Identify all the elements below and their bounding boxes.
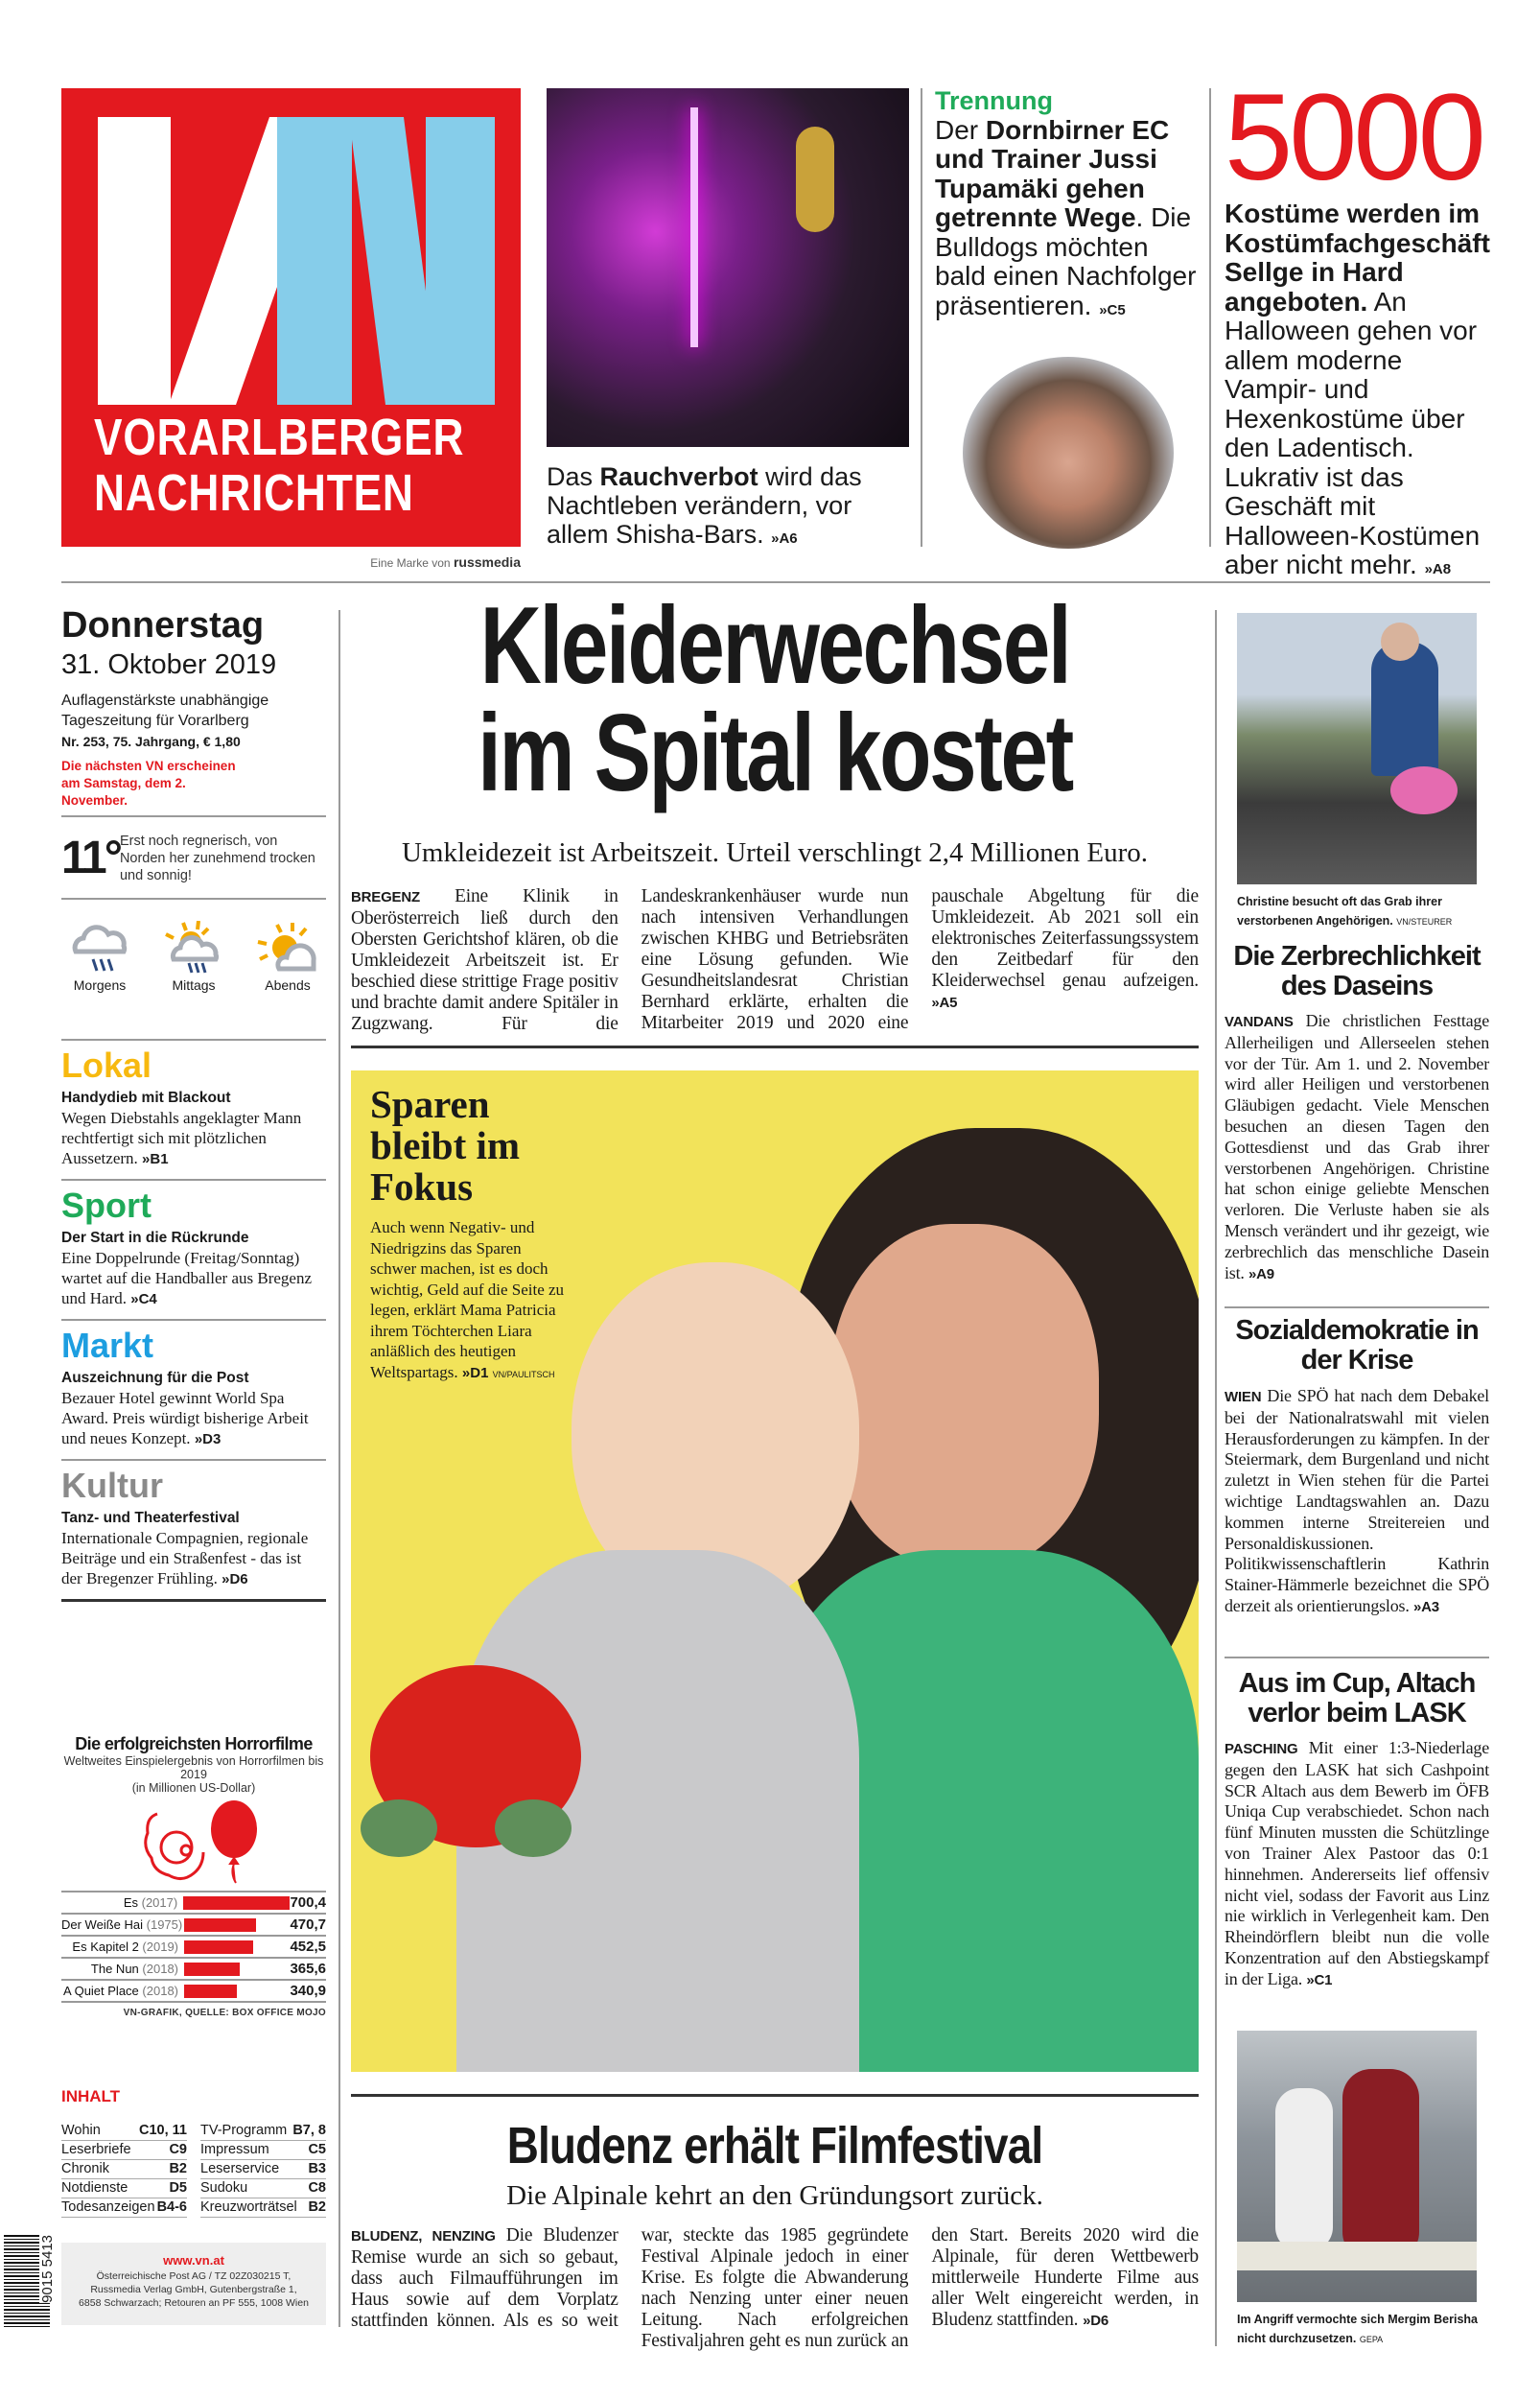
- right-headline-1[interactable]: Die Zerbrechlichkeit des Daseins: [1233, 941, 1481, 1001]
- chart-subtitle: Weltweites Einspielergebnis von Horrorfilmen bis 2019: [63, 1754, 324, 1781]
- right-headline-3[interactable]: Aus im Cup, Altach verlor beim LASK: [1238, 1668, 1476, 1728]
- bar: [184, 1963, 240, 1976]
- toc-item[interactable]: Notdienste D5: [61, 2179, 187, 2198]
- bar-value: 452,5: [290, 1939, 326, 1955]
- bar-label: The Nun (2018): [90, 1962, 178, 1976]
- lead-headline[interactable]: Kleiderwechsel im Spital kostet: [478, 585, 1072, 814]
- edition-info: Donnerstag 31. Oktober 2019 Auflagenstärkste unabhängige Tageszeitung für Vorarlberg Nr. 253, 75. Jahrgang, € 1,80 Die nächsten VN erscheinen am Samstag, dem 2. November.: [61, 605, 277, 808]
- chart-title: Die erfolgreichsten Horrorfilme: [75, 1734, 313, 1753]
- section-sport[interactable]: Sport Der Start in die Rückrunde Eine Doppelrunde (Freitag/Sonntag) wartet auf die Handballer aus Bregenz und Hard. »C4: [61, 1181, 326, 1321]
- vn-logo: [61, 88, 521, 547]
- bar: [184, 1940, 253, 1954]
- weather-forecast: Morgens Mittags Abends: [61, 921, 326, 993]
- right-body-2: WIEN Die SPÖ hat nach dem Debakel bei der Nationalratswahl mit vielen Herausforderungen zu kämpfen. In der Steiermark, dem Burgenland und nicht zuletzt in Wien stehen für die Partei wichtige Landtagswahlen an. Dazu kommen interne Streitereien und Personaldiskussionen. Politikwissenschaftlerin Kathrin Stainer-Hämmerle bezeichnet die SPÖ derzeit als orientierungslos. »A3: [1225, 1386, 1489, 1615]
- bar: [184, 1918, 256, 1932]
- website-link[interactable]: www.vn.at: [163, 2253, 224, 2268]
- chart-row: [61, 1891, 326, 1913]
- logo-line-2: NACHRICHTEN: [94, 464, 414, 522]
- bar-label: Es Kapitel 2 (2019): [72, 1940, 178, 1954]
- lead-subtitle: Umkleidezeit ist Arbeitszeit. Urteil verschlingt 2,4 Millionen Euro.: [401, 837, 1148, 868]
- weather-today: 11° Erst noch regnerisch, von Norden her zunehmend trocken und sonnig!: [61, 833, 315, 883]
- grave-photo: [1237, 613, 1477, 884]
- toc-item[interactable]: Leserservice B3: [200, 2160, 326, 2179]
- football-caption: Im Angriff vermochte sich Mergim Berisha nicht durchzusetzen. GEPA: [1237, 2313, 1478, 2345]
- sun-cloud-icon: [256, 921, 319, 975]
- lead-body: BREGENZ Eine Klinik in Oberösterreich ließ durch den Obersten Gerichtshof klären, ob die Umkleidezeit Arbeitszeit ist. Er beschied diese strittige Frage positiv und brachte damit andere Spitäler in Zugzwang. Für die Landeskrankenhäuser wurde nun nach intensiven Verhandlungen zwischen KHBG und Betriebsräten eine Lösung gefunden. Wie Gesundheitslandesrat Christian Bernhard erklärte, erhalten die Mitarbeiter 2019 und 2020 eine pauschale Abgeltung für die Umkleidezeit. Ab 2021 soll ein elektronisches Zeiterfassungssystem den Zeitbedarf für den Kleiderwechsel genau aufzeigen. »A5: [351, 886, 1199, 1034]
- photo-story[interactable]: Sparen bleibt im Fokus Auch wenn Negativ- und Niedrigzins das Sparen schwer machen, ist es doch wichtig, Geld auf die Seite zu legen, erklärt Mama Patricia ihrem Töchterchen Liara anläßlich des heutigen Weltspartags. »D1 VN/PAULITSCH: [370, 1082, 565, 1381]
- second-subtitle: Die Alpinale kehrt an den Gründungsort zurück.: [506, 2180, 1043, 2211]
- bar: [183, 1896, 290, 1910]
- teaser-dec[interactable]: Trennung Der Dornbirner EC und Trainer Jussi Tupamäki gehen getrennte Wege. Die Bulldogs möchten bald einen Nachfolger präsentieren. »C5: [935, 86, 1197, 320]
- table-of-contents: INHALT Wohin C10, 11 TV-Programm B7, 8 Leserbriefe C9 Impressum C5 Chronik B2 Leserservice B3 Notdienste D5 Sudoku C8 Todesanzeigen B4-6 Kreuzworträtsel B2: [61, 2087, 326, 2218]
- bar-value: 470,7: [290, 1916, 326, 1933]
- toc-item[interactable]: Wohin C10, 11: [61, 2122, 187, 2141]
- second-ref[interactable]: »D6: [1083, 2313, 1108, 2329]
- chart-source: VN-GRAFIK, QUELLE: BOX OFFICE MOJO: [61, 2001, 326, 2018]
- bar-value: 700,4: [290, 1894, 326, 1911]
- toc-item[interactable]: Sudoku C8: [200, 2179, 326, 2198]
- section-lokal[interactable]: Lokal Handydieb mit Blackout Wegen Diebstahls angeklagter Mann rechtfertigt sich mit plötzlichen Aussetzern. »B1: [61, 1041, 326, 1181]
- right-headline-2[interactable]: Sozialdemokratie in der Krise: [1235, 1315, 1479, 1375]
- second-headline[interactable]: Bludenz erhält Filmfestival: [506, 2117, 1043, 2175]
- chart-rows: [61, 1891, 326, 2001]
- bar: [184, 1985, 237, 1998]
- horror-chart: [61, 1734, 326, 2018]
- toc-item[interactable]: Todesanzeigen B4-6: [61, 2198, 187, 2218]
- chart-row: [61, 1935, 326, 1957]
- toc-item[interactable]: TV-Programm B7, 8: [200, 2122, 326, 2141]
- shisha-bar-photo: [547, 88, 909, 447]
- chart-unit: (in Millionen US-Dollar): [131, 1781, 256, 1795]
- bar-label: Der Weiße Hai (1975): [61, 1917, 183, 1932]
- toc-item[interactable]: Kreuzworträtsel B2: [200, 2198, 326, 2218]
- chart-row: [61, 1957, 326, 1979]
- chart-row: [61, 1979, 326, 2001]
- sun-rain-cloud-icon: [162, 921, 225, 975]
- clown-balloon-icon: [61, 1795, 326, 1891]
- teaser-shisha[interactable]: Das Rauchverbot wird das Nachtleben verändern, vor allem Shisha-Bars. »A6: [547, 462, 862, 549]
- chart-row: [61, 1913, 326, 1935]
- bar-label: A Quiet Place (2018): [63, 1984, 178, 1998]
- toc-item[interactable]: Chronik B2: [61, 2160, 187, 2179]
- football-photo: [1237, 2031, 1477, 2302]
- second-body: BLUDENZ, NENZING Die Bludenzer Remise wurde an sich so gebaut, dass auch Filmaufführungen im Haus sowie auf dem Vorplatz stattfinden können. Als es so weit war, steckte das 1985 gegründete Festival Alpinale jedoch in einer Krise. Es folgte die Abwanderung nach Nenzing unter einer neuen Leitung. Nach erfolgreichen Festivaljahren geht es nun zurück an den Start. Bereits 2020 wird die Alpinale, für deren Wettbewerb mittlerweile Hunderte Filme aus aller Welt eingereicht werden, in Bludenz stattfinden. »D6: [351, 2225, 1199, 2351]
- logo-line-1: VORARLBERGER: [94, 409, 465, 466]
- bar-value: 365,6: [290, 1961, 326, 1977]
- publisher-footer: www.vn.at Österreichische Post AG / TZ 02Z030215 T, Russmedia Verlag GmbH, Gutenbergstraße 1, 6858 Schwarzach; Retouren an PF 555, 1008 Wien: [61, 2243, 326, 2325]
- section-kultur[interactable]: Kultur Tanz- und Theaterfestival Internationale Compagnien, regionale Beiträge und ein Straßenfest - das ist der Bregenzer Frühling. »D6: [61, 1461, 326, 1602]
- section-markt[interactable]: Markt Auszeichnung für die Post Bezauer Hotel gewinnt World Spa Award. Preis würdigt bisherige Arbeit und neues Konzept. »D3: [61, 1321, 326, 1461]
- right-body-1: VANDANS Die christlichen Festtage Allerheiligen und Allerseelen stehen vor der Tür. Am 1. und 2. November wird aller Heiligen und verstorbenen Gläubigen gedacht. Viele Menschen besuchen an diesen Tagen den Gottesdienst und das Grab ihrer verstorbenen Angehörigen. Christine hat schon einige geliebte Menschen verloren. Die Verluste haben sie als Mensch verändert und ihr gezeigt, wie zerbrechlich das menschliche Dasein ist. »A9: [1225, 1011, 1489, 1282]
- bar-label: Es (2017): [123, 1895, 178, 1910]
- barcode: 9015 5413: [4, 2235, 50, 2327]
- toc-item[interactable]: Impressum C5: [200, 2141, 326, 2160]
- teaser-5000[interactable]: 5000 Kostüme werden im Kostümfachgeschäft Sellge in Hard angeboten. An Halloween gehen vor allem moderne Vampir- und Hexenkostüme über den Ladentisch. Lukrativ ist das Geschäft mit Halloween-Kostümen aber nicht mehr. »A8: [1225, 69, 1490, 579]
- trainer-portrait: [963, 357, 1174, 549]
- brand-line: Eine Marke von russmedia: [370, 554, 521, 570]
- toc-item[interactable]: Leserbriefe C9: [61, 2141, 187, 2160]
- section-teasers: [61, 1041, 326, 1602]
- bar-value: 340,9: [290, 1983, 326, 1999]
- right-body-3: PASCHING Mit einer 1:3-Niederlage gegen den LASK hat sich Cashpoint SCR Altach aus dem Bewerb im ÖFB Uniqa Cup verabschiedet. Schon nach fünf Minuten mussten die Schützlinge von Trainer Alex Pastoor das 0:1 hinnehmen. Andererseits lief offensiv nicht viel, sodass der Favorit aus Linz nie wirklich in Verlegenheit kam. Den Rheindörflern bleibt nun die volle Konzentration auf den Abstiegskampf in der Liga. »C1: [1225, 1738, 1489, 1988]
- grave-caption: Christine besucht oft das Grab ihrer verstorbenen Angehörigen. VN/STEURER: [1237, 895, 1453, 928]
- rain-cloud-icon: [68, 921, 131, 975]
